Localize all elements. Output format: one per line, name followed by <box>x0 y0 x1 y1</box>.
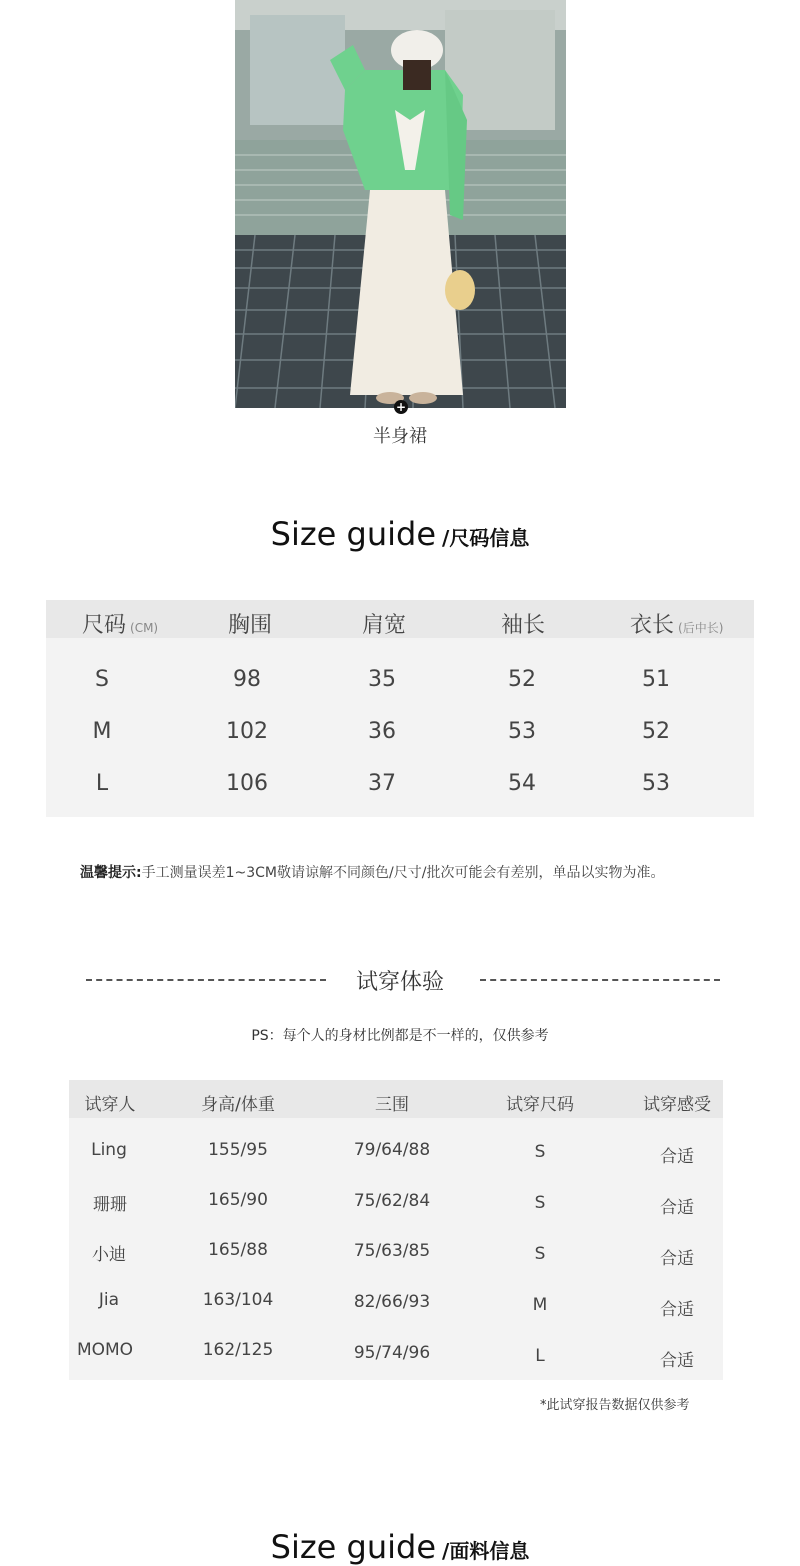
try-cell: 珊珊 <box>93 1195 127 1215</box>
try-cell: 79/64/88 <box>353 1140 431 1160</box>
size-cell: 36 <box>368 719 396 744</box>
try-cell: 165/90 <box>208 1190 268 1210</box>
try-header-feel: 试穿感受 <box>643 1095 711 1115</box>
fabric-info-title: Size guide <box>270 1528 437 1566</box>
product-photo <box>235 0 566 408</box>
try-cell: S <box>534 1142 546 1162</box>
size-cell: 37 <box>368 771 396 796</box>
size-guide-heading <box>0 515 800 553</box>
try-cell: 小迪 <box>92 1245 126 1265</box>
size-header-chest: 胸围 <box>228 613 273 638</box>
try-cell: 163/104 <box>202 1290 274 1310</box>
size-cell: 35 <box>368 667 396 692</box>
photo-caption: 半身裙 <box>373 426 427 447</box>
size-guide-subtitle: /尺码信息 <box>442 526 530 550</box>
size-cell: 53 <box>642 771 670 796</box>
fabric-info-subtitle: /面料信息 <box>442 1539 530 1563</box>
size-header-size: 尺码 (CM) <box>82 613 159 638</box>
product-photo-illustration <box>235 0 566 408</box>
size-cell: 51 <box>642 667 670 692</box>
try-cell: Ling <box>91 1140 127 1160</box>
divider-right <box>480 979 720 981</box>
size-cell: 106 <box>226 771 268 796</box>
expand-plus-icon[interactable]: + <box>395 400 407 414</box>
size-header-shoulder: 肩宽 <box>362 613 407 638</box>
measurement-tip <box>80 862 780 882</box>
tip-text: 手工测量误差1~3CM敬请谅解不同颜色/尺寸/批次可能会有差别，单品以实物为准。 <box>141 865 665 881</box>
try-cell: 155/95 <box>208 1140 268 1160</box>
tip-label: 温馨提示: <box>80 865 142 881</box>
size-cell: M <box>92 719 112 744</box>
try-cell: 75/63/85 <box>353 1241 431 1261</box>
try-cell: Jia <box>98 1290 120 1310</box>
try-cell: 合适 <box>660 1147 694 1167</box>
try-on-footnote: *此试穿报告数据仅供参考 <box>540 1398 690 1413</box>
try-cell: 合适 <box>660 1351 694 1371</box>
try-cell: 95/74/96 <box>353 1343 431 1363</box>
try-header-measurements: 三围 <box>375 1095 409 1115</box>
size-cell: 98 <box>233 667 261 692</box>
try-on-title: 试穿体验 <box>355 970 444 995</box>
size-cell: 54 <box>508 771 536 796</box>
try-on-note: PS：每个人的身材比例都是不一样的，仅供参考 <box>251 1028 549 1044</box>
try-cell: M <box>532 1295 548 1315</box>
try-cell: S <box>534 1193 546 1213</box>
try-cell: S <box>534 1244 546 1264</box>
size-cell: S <box>95 667 109 692</box>
size-table <box>46 600 754 817</box>
try-cell: 75/62/84 <box>353 1191 431 1211</box>
try-cell: 165/88 <box>208 1240 268 1260</box>
try-cell: 82/66/93 <box>353 1292 431 1312</box>
size-guide-title: Size guide <box>270 515 437 553</box>
size-header-length: 衣长 (后中长) <box>630 613 724 638</box>
size-cell: 52 <box>508 667 536 692</box>
fabric-info-heading <box>0 1528 800 1566</box>
try-cell: 162/125 <box>202 1340 274 1360</box>
size-cell: 52 <box>642 719 670 744</box>
try-cell: 合适 <box>660 1300 694 1320</box>
try-cell: L <box>535 1346 545 1366</box>
try-header-person: 试穿人 <box>84 1095 136 1115</box>
try-on-title-row <box>0 965 800 997</box>
try-cell: 合适 <box>660 1198 694 1218</box>
size-cell: L <box>95 771 109 796</box>
size-header-sleeve: 袖长 <box>501 613 546 638</box>
try-cell: 合适 <box>660 1249 694 1269</box>
try-header-height-weight: 身高/体重 <box>201 1095 275 1115</box>
size-cell: 53 <box>508 719 536 744</box>
size-cell: 102 <box>226 719 268 744</box>
try-header-size: 试穿尺码 <box>506 1095 574 1115</box>
try-on-table <box>69 1080 723 1380</box>
try-cell: MOMO <box>76 1340 134 1360</box>
